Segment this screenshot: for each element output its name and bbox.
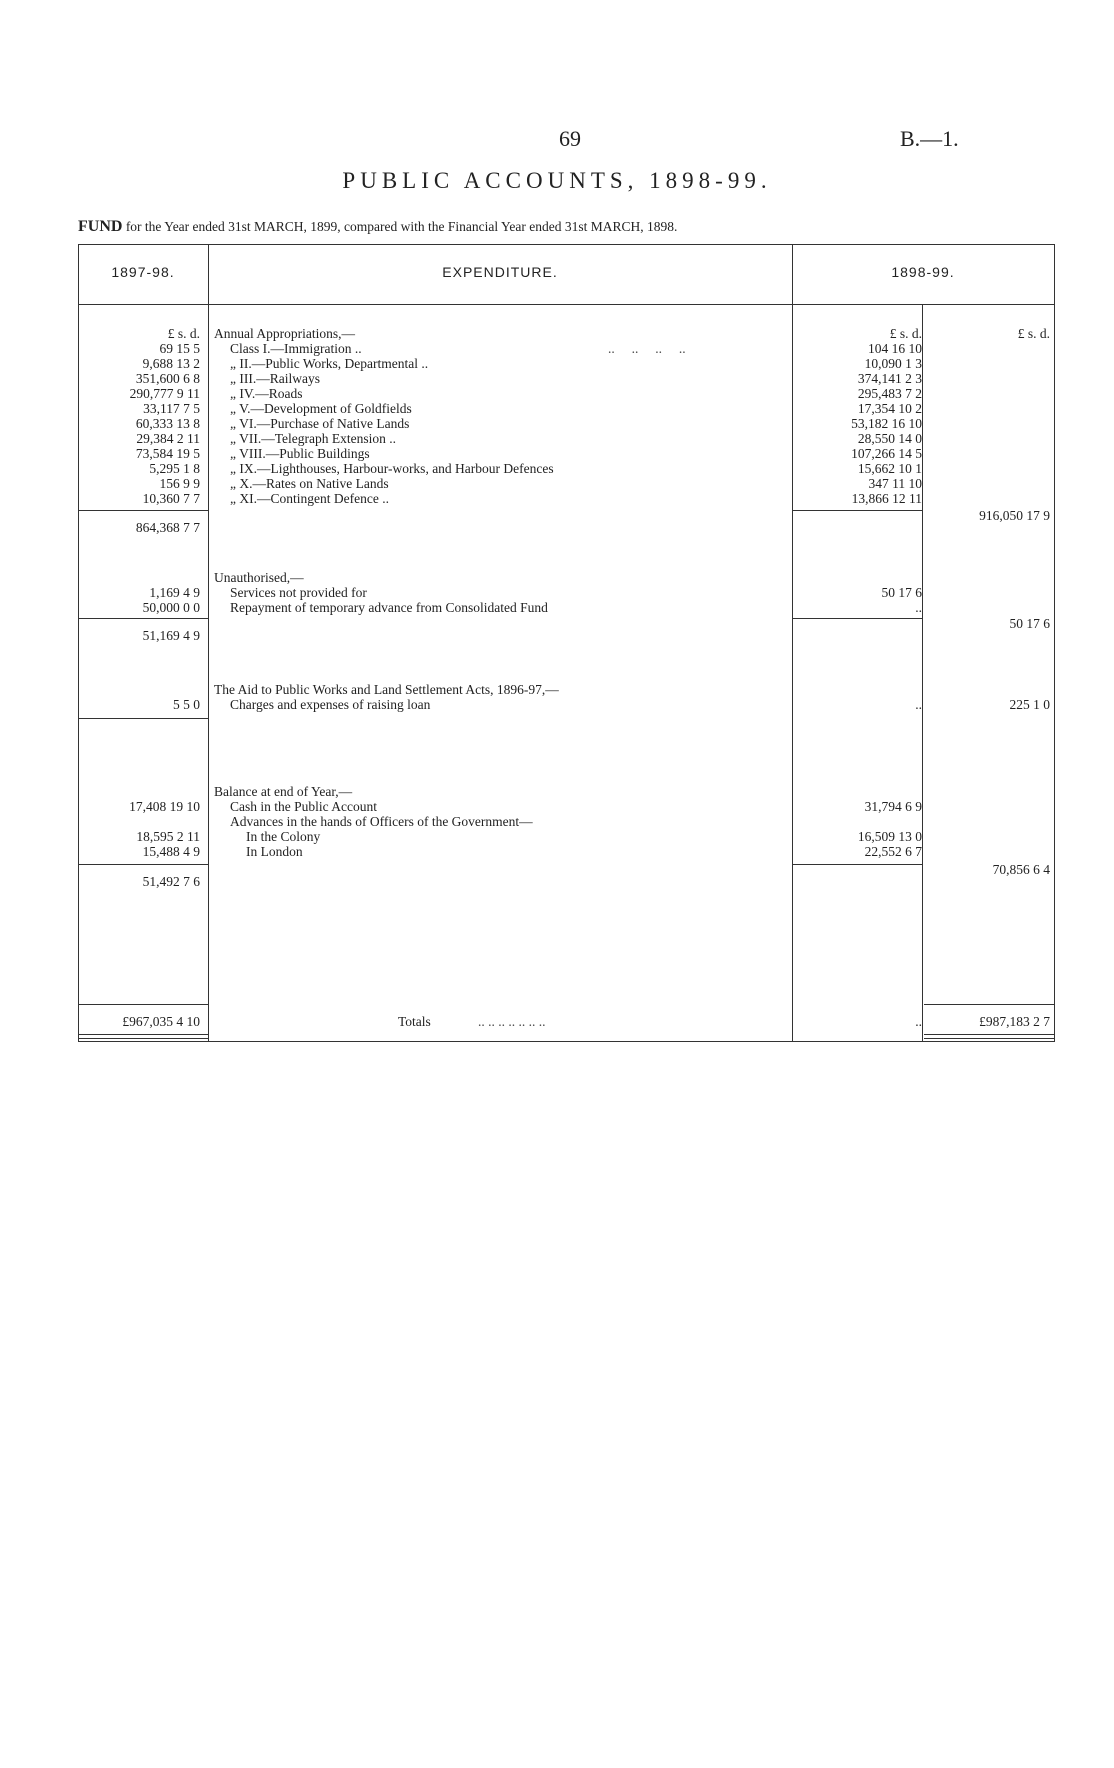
totals-grand: £987,183 2 7 bbox=[979, 1014, 1050, 1029]
row-curr: 10,090 1 3 bbox=[864, 356, 922, 371]
totals-prev: £967,035 4 10 bbox=[122, 1014, 200, 1029]
row-desc: „ VII.—Telegraph Extension .. bbox=[230, 431, 397, 446]
subtitle-text: for the Year ended 31st MARCH, 1899, compared with the Financial Year ended 31st MARCH, 1898. bbox=[122, 219, 678, 234]
row-desc: „ IV.—Roads bbox=[230, 386, 303, 401]
row-prev: 9,688 13 2 bbox=[142, 356, 200, 371]
london-prev: 15,488 4 9 bbox=[142, 844, 200, 859]
row-curr: 53,182 16 10 bbox=[851, 416, 922, 431]
row-prev: 69 15 5 bbox=[159, 341, 200, 356]
unauthorised-prev-total: 51,169 4 9 bbox=[142, 628, 200, 643]
balance-heading: Balance at end of Year,— bbox=[214, 784, 353, 799]
row-desc: „ VI.—Purchase of Native Lands bbox=[230, 416, 410, 431]
row-curr: 374,141 2 3 bbox=[857, 371, 922, 386]
london-curr: 22,552 6 7 bbox=[864, 844, 922, 859]
double-rule-grand bbox=[924, 1034, 1054, 1039]
column-rule-1 bbox=[208, 244, 209, 1042]
colony-desc: In the Colony bbox=[246, 829, 321, 844]
row-prev: 33,117 7 5 bbox=[143, 401, 200, 416]
column-rule-3 bbox=[922, 304, 923, 1042]
row-prev: 351,600 6 8 bbox=[135, 371, 200, 386]
table-bottom-rule bbox=[78, 1041, 1054, 1042]
aid-prev: 5 5 0 bbox=[173, 697, 200, 712]
subtitle-fund: FUND bbox=[78, 218, 123, 235]
aid-curr: .. bbox=[915, 697, 922, 712]
totals-rule-grand bbox=[924, 1004, 1054, 1005]
expenditure-table bbox=[78, 244, 1056, 1042]
balance-curr-total: 70,856 6 4 bbox=[992, 862, 1050, 877]
page-title: PUBLIC ACCOUNTS, 1898-99. bbox=[342, 168, 772, 193]
row-curr: 50 17 6 bbox=[881, 585, 922, 600]
row-prev: 60,333 13 8 bbox=[135, 416, 200, 431]
aid-desc: Charges and expenses of raising loan bbox=[230, 697, 431, 712]
cash-prev: 17,408 19 10 bbox=[129, 799, 200, 814]
document-code: B.—1. bbox=[900, 126, 959, 151]
row-desc: „ III.—Railways bbox=[230, 371, 320, 386]
row-desc: „ X.—Rates on Native Lands bbox=[230, 476, 389, 491]
row-desc: Class I.—Immigration .. bbox=[230, 341, 362, 356]
subtotal-rule-prev bbox=[78, 864, 208, 865]
unit-curr: £ s. d. bbox=[889, 326, 922, 341]
table-right-rule bbox=[1054, 244, 1055, 1042]
advances-heading: Advances in the hands of Officers of the Government— bbox=[230, 814, 533, 829]
subtotal-rule-prev bbox=[78, 718, 208, 719]
unauthorised-heading: Unauthorised,— bbox=[214, 570, 304, 585]
balance-prev-total: 51,492 7 6 bbox=[142, 874, 200, 889]
unit-total: £ s. d. bbox=[1017, 326, 1050, 341]
row-curr: 347 11 10 bbox=[868, 476, 922, 491]
header-rule bbox=[78, 304, 1054, 305]
unauthorised-curr-total: 50 17 6 bbox=[1009, 616, 1050, 631]
totals-label: Totals bbox=[398, 1014, 431, 1029]
annual-heading: Annual Appropriations,— bbox=[214, 326, 355, 341]
row-desc: „ XI.—Contingent Defence .. bbox=[230, 491, 389, 506]
header-1897-98: 1897-98. bbox=[111, 264, 175, 280]
london-desc: In London bbox=[246, 844, 303, 859]
row-curr: 107,266 14 5 bbox=[851, 446, 922, 461]
aid-heading: The Aid to Public Works and Land Settlement Acts, 1896-97,— bbox=[214, 682, 559, 697]
header-expenditure: EXPENDITURE. bbox=[442, 264, 558, 280]
totals-curr: .. bbox=[915, 1014, 922, 1029]
row-prev: 50,000 0 0 bbox=[142, 600, 200, 615]
subtotal-rule-curr bbox=[792, 510, 922, 511]
row-curr: 28,550 14 0 bbox=[857, 431, 922, 446]
annual-prev-total: 864,368 7 7 bbox=[135, 520, 200, 535]
subtotal-rule-prev bbox=[78, 618, 208, 619]
row-curr: 13,866 12 11 bbox=[851, 491, 922, 506]
totals-rule-prev bbox=[78, 1004, 208, 1005]
dot-leader: .. .. .. .. bbox=[608, 341, 686, 356]
row-curr: 17,354 10 2 bbox=[857, 401, 922, 416]
row-curr: 15,662 10 1 bbox=[857, 461, 922, 476]
unit-prev: £ s. d. bbox=[167, 326, 200, 341]
row-desc: „ IX.—Lighthouses, Harbour-works, and Harbour Defences bbox=[230, 461, 554, 476]
dot-leader: .. .. .. .. .. .. .. bbox=[478, 1014, 546, 1029]
column-rule-2 bbox=[792, 244, 793, 1042]
header-1898-99: 1898-99. bbox=[891, 264, 955, 280]
page-number: 69 bbox=[559, 126, 581, 151]
row-desc: Services not provided for bbox=[230, 585, 367, 600]
cash-curr: 31,794 6 9 bbox=[864, 799, 922, 814]
table-top-rule bbox=[78, 244, 1054, 245]
row-curr: 295,483 7 2 bbox=[857, 386, 922, 401]
row-prev: 73,584 19 5 bbox=[135, 446, 200, 461]
cash-desc: Cash in the Public Account bbox=[230, 799, 377, 814]
subtotal-rule-curr bbox=[792, 618, 922, 619]
row-curr: 104 16 10 bbox=[868, 341, 922, 356]
row-desc: „ V.—Development of Goldfields bbox=[230, 401, 412, 416]
row-prev: 290,777 9 11 bbox=[129, 386, 200, 401]
subtitle bbox=[78, 218, 677, 236]
row-prev: 1,169 4 9 bbox=[149, 585, 200, 600]
aid-curr-total: 225 1 0 bbox=[1009, 697, 1050, 712]
colony-prev: 18,595 2 11 bbox=[136, 829, 200, 844]
row-prev: 10,360 7 7 bbox=[142, 491, 200, 506]
row-desc: „ II.—Public Works, Departmental .. bbox=[230, 356, 429, 371]
colony-curr: 16,509 13 0 bbox=[857, 829, 922, 844]
row-desc: „ VIII.—Public Buildings bbox=[230, 446, 370, 461]
subtotal-rule-curr bbox=[792, 864, 922, 865]
row-prev: 156 9 9 bbox=[159, 476, 200, 491]
row-curr: .. bbox=[915, 600, 922, 615]
double-rule-prev bbox=[78, 1034, 208, 1039]
annual-curr-total: 916,050 17 9 bbox=[979, 508, 1050, 523]
row-desc: Repayment of temporary advance from Consolidated Fund bbox=[230, 600, 548, 615]
subtotal-rule-prev bbox=[78, 510, 208, 511]
row-prev: 5,295 1 8 bbox=[149, 461, 200, 476]
row-prev: 29,384 2 11 bbox=[136, 431, 200, 446]
